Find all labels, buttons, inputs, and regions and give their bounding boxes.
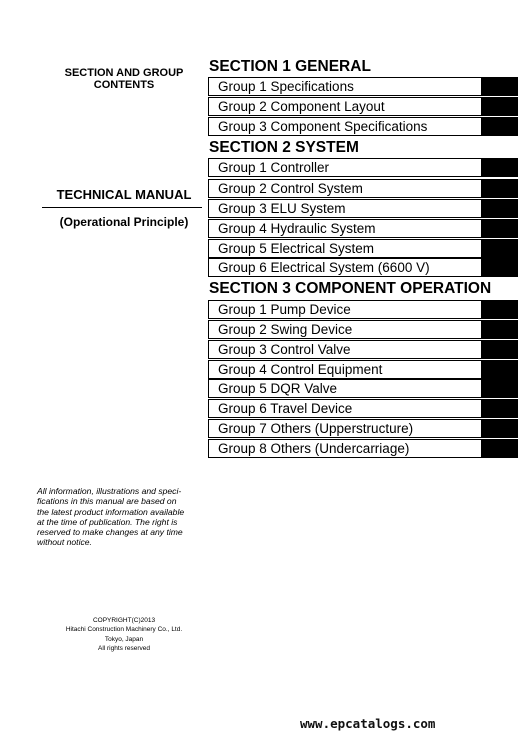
thumb-index-tab: [481, 200, 517, 217]
thumb-index-tab: [481, 440, 517, 457]
group-label: Group 8 Others (Undercarriage): [218, 441, 410, 456]
section-2-group-5[interactable]: [208, 239, 518, 258]
group-label: Group 2 Component Layout: [218, 99, 385, 114]
section-3-group-6[interactable]: [208, 399, 518, 418]
group-label: Group 1 Controller: [218, 160, 330, 175]
thumb-index-tab: [481, 240, 517, 257]
title-divider: [42, 207, 202, 208]
thumb-index-tab: [481, 341, 517, 358]
thumb-index-tab: [481, 78, 517, 95]
thumb-index-tab: [481, 118, 517, 135]
thumb-index-tab: [481, 98, 517, 115]
thumb-index-tab: [481, 361, 517, 378]
section-3-group-1[interactable]: [208, 300, 518, 319]
group-label: Group 6 Travel Device: [218, 401, 353, 416]
contents-heading: [40, 67, 208, 91]
section-1-title: SECTION 1 GENERAL: [209, 58, 371, 75]
notice-line: All information, illustrations and speci-: [37, 486, 182, 496]
copyright-line: COPYRIGHT(C)2013: [92, 617, 156, 624]
copyright-line: All rights reserved: [97, 645, 151, 653]
copyright-block: [40, 616, 208, 654]
group-label: Group 2 Control System: [218, 181, 363, 196]
group-label: Group 4 Hydraulic System: [218, 221, 376, 236]
group-label: Group 1 Pump Device: [218, 302, 351, 317]
thumb-index-tab: [481, 220, 517, 237]
notice-line: fications in this manual are based on: [37, 496, 177, 507]
notice-line: the latest product information available: [37, 506, 185, 517]
section-2-group-6[interactable]: [208, 258, 518, 277]
thumb-index-tab: [481, 180, 517, 197]
thumb-index-tab: [481, 159, 517, 176]
group-label: Group 2 Swing Device: [218, 322, 353, 337]
group-label: Group 5 Electrical System: [218, 241, 375, 256]
thumb-index-tab: [481, 400, 517, 417]
disclaimer-notice: [37, 486, 198, 548]
group-label: Group 1 Specifications: [218, 79, 354, 94]
section-2-group-3[interactable]: [208, 199, 518, 218]
section-3-title: SECTION 3 COMPONENT OPERATION: [209, 280, 492, 297]
group-label: Group 3 ELU System: [218, 201, 346, 216]
thumb-index-tab: [481, 259, 517, 276]
notice-line: at the time of publication. The right is: [37, 516, 178, 527]
group-label: Group 4 Control Equipment: [218, 362, 383, 377]
contents-heading-line-1: SECTION AND GROUP: [64, 67, 184, 79]
section-3-group-2[interactable]: [208, 320, 518, 339]
copyright-line: Hitachi Construction Machinery Co., Ltd.: [65, 626, 183, 634]
group-label: Group 6 Electrical System (6600 V): [218, 260, 430, 275]
section-3-group-8[interactable]: [208, 439, 518, 458]
manual-title: TECHNICAL MANUAL: [56, 187, 192, 202]
group-label: Group 7 Others (Upperstructure): [218, 421, 414, 436]
group-label: Group 3 Component Specifications: [218, 119, 428, 134]
section-3-group-3[interactable]: [208, 340, 518, 359]
section-3-group-5[interactable]: [208, 379, 518, 398]
thumb-index-tab: [481, 321, 517, 338]
section-2-group-4[interactable]: [208, 219, 518, 238]
section-2-group-2[interactable]: [208, 179, 518, 198]
copyright-line: Tokyo, Japan: [104, 635, 144, 643]
notice-line: without notice.: [37, 537, 92, 548]
section-2-title: SECTION 2 SYSTEM: [209, 139, 359, 156]
thumb-index-tab: [481, 380, 517, 397]
section-1-group-2[interactable]: [208, 97, 518, 116]
manual-subtitle: (Operational Principle): [59, 215, 189, 229]
section-3-group-7[interactable]: [208, 419, 518, 438]
section-2-group-1[interactable]: [208, 158, 518, 177]
notice-line: reserved to make changes at any time: [37, 527, 183, 538]
thumb-index-tab: [481, 301, 517, 318]
thumb-index-tab: [481, 420, 517, 437]
website-watermark[interactable]: www.epcatalogs.com: [300, 716, 436, 731]
contents-heading-line-2: CONTENTS: [93, 79, 155, 91]
section-1-group-1[interactable]: [208, 77, 518, 96]
section-3-group-4[interactable]: [208, 360, 518, 379]
section-1-group-3[interactable]: [208, 117, 518, 136]
group-label: Group 3 Control Valve: [218, 342, 351, 357]
group-label: Group 5 DQR Valve: [218, 381, 338, 396]
